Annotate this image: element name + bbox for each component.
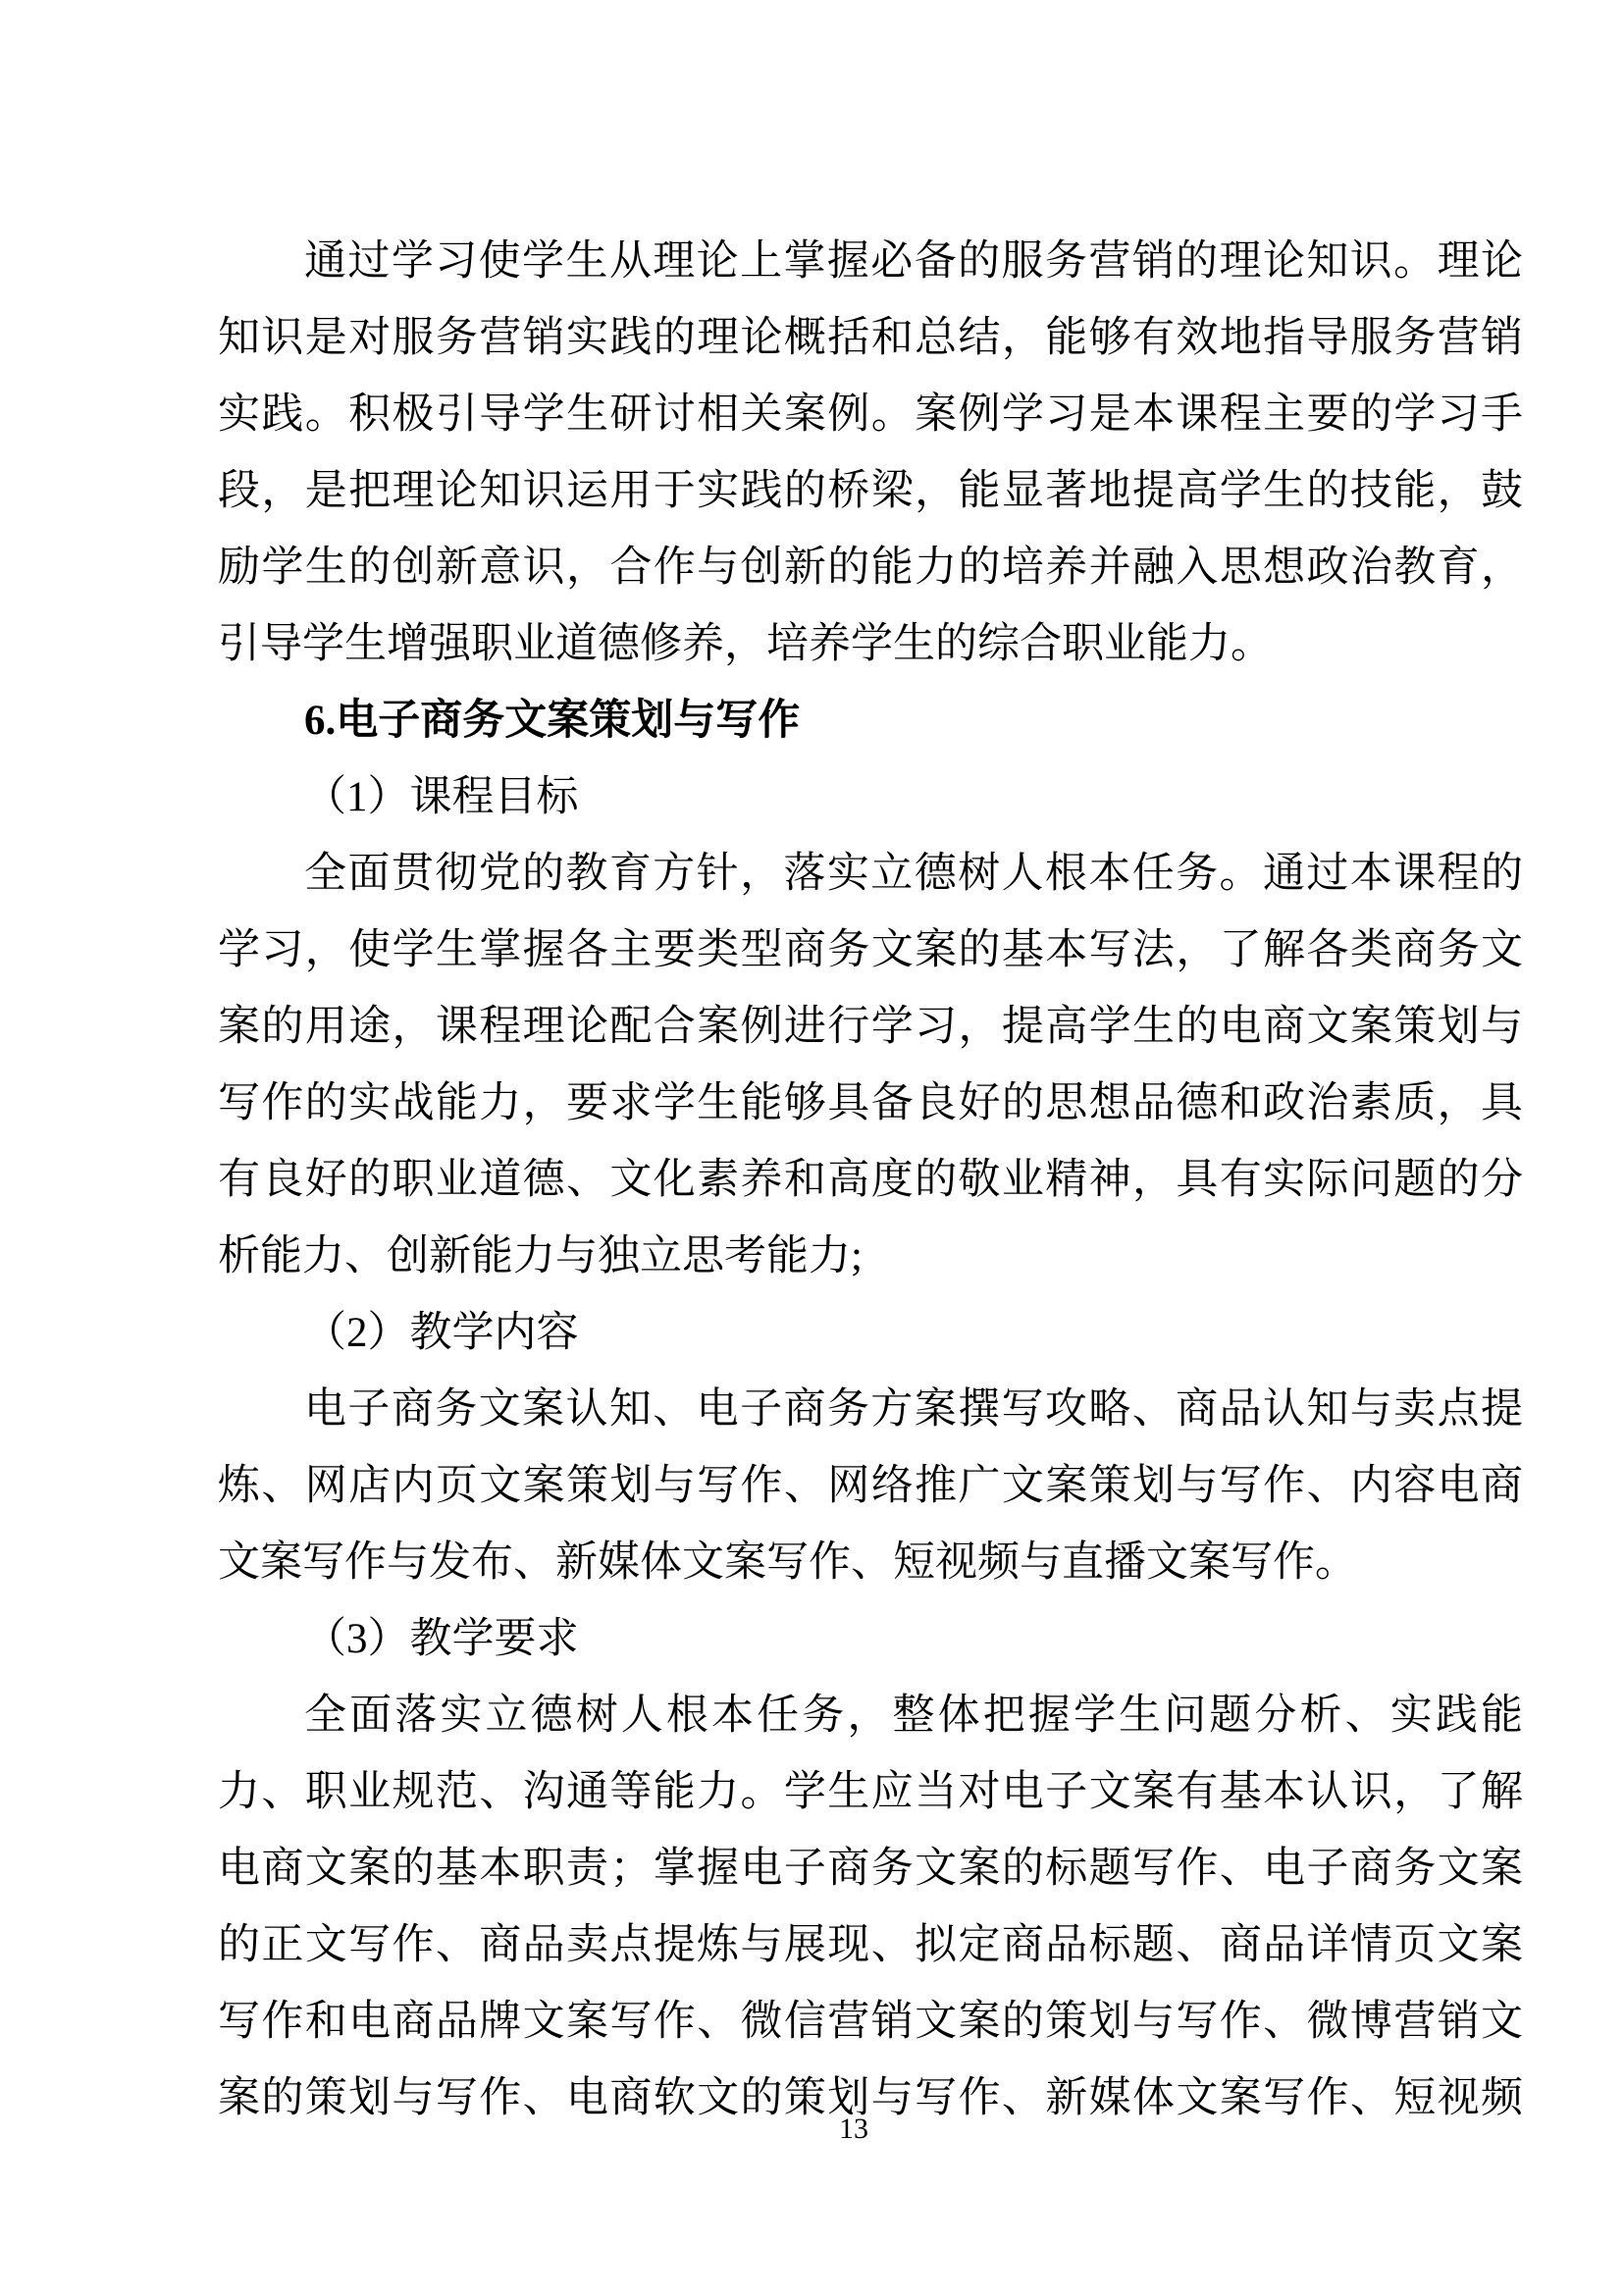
body-line: 全面落实立德树人根本任务，整体把握学生问题分析、实践能 bbox=[304, 1693, 1523, 1739]
body-line: 知识是对服务营销实践的理论概括和总结，能够有效地指导服务营销 bbox=[218, 315, 1523, 361]
body-line: 励学生的创新意识，合作与创新的能力的培养并融入思想政治教育， bbox=[218, 545, 1523, 591]
body-line: 写作和电商品牌文案写作、微信营销文案的策划与写作、微博营销文 bbox=[218, 1999, 1523, 2045]
body-line: 学习，使学生掌握各主要类型商务文案的基本写法，了解各类商务文 bbox=[218, 927, 1523, 973]
page-number: 13 bbox=[839, 2112, 868, 2145]
subheading-teaching-content: （2）教学内容 bbox=[304, 1310, 579, 1356]
body-line: 段，是把理论知识运用于实践的桥梁，能显著地提高学生的技能，鼓 bbox=[218, 468, 1523, 514]
subheading-teaching-requirements: （3）教学要求 bbox=[304, 1616, 579, 1662]
body-line: 析能力、创新能力与独立思考能力; bbox=[218, 1233, 863, 1279]
document-text-block bbox=[218, 224, 1523, 2137]
body-line: 力、职业规范、沟通等能力。学生应当对电子文案有基本认识，了解 bbox=[218, 1769, 1523, 1815]
body-line: 有良好的职业道德、文化素养和高度的敬业精神，具有实际问题的分 bbox=[218, 1157, 1523, 1203]
body-line: 的正文写作、商品卖点提炼与展现、拟定商品标题、商品详情页文案 bbox=[218, 1922, 1523, 1968]
body-line: 电子商务文案认知、电子商务方案撰写攻略、商品认知与卖点提 bbox=[304, 1386, 1523, 1433]
body-line: 引导学生增强职业道德修养，培养学生的综合职业能力。 bbox=[218, 621, 1273, 667]
subheading-course-goal: （1）课程目标 bbox=[304, 774, 579, 820]
body-line: 写作的实战能力，要求学生能够具备良好的思想品德和政治素质，具 bbox=[218, 1080, 1523, 1126]
section-heading-course-6: 6.电子商务文案策划与写作 bbox=[304, 698, 801, 744]
body-line: 通过学习使学生从理论上掌握必备的服务营销的理论知识。理论 bbox=[304, 238, 1523, 285]
body-line: 实践。积极引导学生研讨相关案例。案例学习是本课程主要的学习手 bbox=[218, 391, 1523, 438]
body-line: 案的策划与写作、电商软文的策划与写作、新媒体文案写作、短视频 bbox=[218, 2075, 1523, 2121]
body-line: 文案写作与发布、新媒体文案写作、短视频与直播文案写作。 bbox=[218, 1539, 1357, 1586]
body-line: 炼、网店内页文案策划与写作、网络推广文案策划与写作、内容电商 bbox=[218, 1463, 1523, 1509]
body-line: 全面贯彻党的教育方针，落实立德树人根本任务。通过本课程的 bbox=[304, 851, 1523, 897]
body-line: 电商文案的基本职责；掌握电子商务文案的标题写作、电子商务文案 bbox=[218, 1846, 1523, 1892]
body-line: 案的用途，课程理论配合案例进行学习，提高学生的电商文案策划与 bbox=[218, 1004, 1523, 1050]
